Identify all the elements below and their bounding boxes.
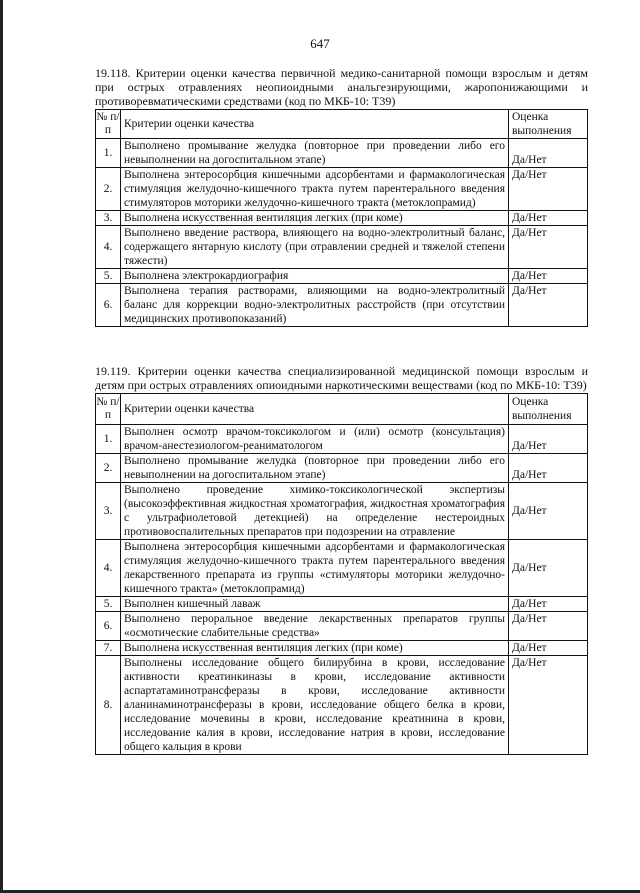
row-criterion: Выполнено введение раствора, влияющего на водно-электролитный баланс, содержащего янтарную кислоту (при отравлении средней и тяжелой степени тяжести) <box>121 226 509 269</box>
scan-border-left <box>0 0 3 893</box>
row-grade: Да/Нет <box>509 483 588 540</box>
table-row <box>96 540 588 597</box>
header-criteria: Критерии оценки качества <box>121 394 509 425</box>
row-criterion: Выполнена энтеросорбция кишечными адсорбентами и фармакологическая стимуляция желудочно-кишечного тракта путем парентерального введения лекарственного препарата из группы «стимуляторы моторики желудочно-кишечного тракта» (метоклопрамид) <box>121 540 509 597</box>
row-criterion: Выполнена искусственная вентиляция легких (при коме) <box>121 211 509 226</box>
table-row <box>96 597 588 612</box>
table-row <box>96 425 588 454</box>
header-grade: Оценка выполнения <box>509 394 588 425</box>
row-number: 7. <box>96 641 121 656</box>
row-grade: Да/Нет <box>509 139 588 168</box>
table-row <box>96 168 588 211</box>
row-criterion: Выполнена энтеросорбция кишечными адсорбентами и фармакологическая стимуляция желудочно-кишечного тракта путем парентерального введения стимуляторов моторики желудочно-кишечного тракта (метоклопрамид) <box>121 168 509 211</box>
page-number: 647 <box>310 36 330 51</box>
table-row <box>96 284 588 327</box>
header-number: № п/п <box>96 110 121 139</box>
row-criterion: Выполнено пероральное введение лекарственных препаратов группы «осмотические слабительные средства» <box>121 612 509 641</box>
row-criterion: Выполнено промывание желудка (повторное при проведении либо его невыполнении на догоспитальном этапе) <box>121 139 509 168</box>
row-grade: Да/Нет <box>509 540 588 597</box>
criteria-table <box>95 393 588 755</box>
row-number: 4. <box>96 226 121 269</box>
table-row <box>96 483 588 540</box>
row-criterion: Выполнена терапия растворами, влияющими на водно-электролитный баланс для коррекции водно-электролитных расстройств (при отсутствии медицинских противопоказаний) <box>121 284 509 327</box>
row-number: 2. <box>96 454 121 483</box>
row-number: 5. <box>96 269 121 284</box>
row-criterion: Выполнено проведение химико-токсикологической экспертизы (высокоэффективная жидкостная хроматография, жидкостная хроматография с ультрафиолетовой детекцией) на определение нестероидных противовоспалительных препаратов при подозрении на отравление <box>121 483 509 540</box>
table-row <box>96 211 588 226</box>
table-row <box>96 269 588 284</box>
row-grade: Да/Нет <box>509 454 588 483</box>
row-number: 2. <box>96 168 121 211</box>
row-criterion: Выполнен кишечный лаваж <box>121 597 509 612</box>
row-grade: Да/Нет <box>509 656 588 755</box>
row-number: 3. <box>96 211 121 226</box>
section-title: 19.119. Критерии оценки качества специализированной медицинской помощи взрослым и детям при острых отравлениях опиоидными наркотическими веществами (код по МКБ-10: T39) <box>95 364 588 392</box>
criteria-table <box>95 109 588 327</box>
row-criterion: Выполнена искусственная вентиляция легких (при коме) <box>121 641 509 656</box>
row-grade: Да/Нет <box>509 226 588 269</box>
section-title: 19.118. Критерии оценки качества первичной медико-санитарной помощи взрослым и детям при острых отравлениях неопиоидными анальгезирующими, жаропонижающими и противоревматическими средствами (код по МКБ-10: T39) <box>95 66 588 108</box>
row-number: 3. <box>96 483 121 540</box>
row-grade: Да/Нет <box>509 612 588 641</box>
row-number: 8. <box>96 656 121 755</box>
section-19-118 <box>95 66 588 327</box>
header-grade: Оценка выполнения <box>509 110 588 139</box>
row-criterion: Выполнены исследование общего билирубина в крови, исследование активности креатинкиназы в крови, исследование активности аспартатаминотрансферазы в крови, исследование активности аланинаминотрансферазы в крови, исследование общего белка в крови, исследование мочевины в крови, исследование креатинина в крови, исследование калия в крови, исследование натрия в крови, исследование общего кальция в крови <box>121 656 509 755</box>
row-grade: Да/Нет <box>509 168 588 211</box>
row-grade: Да/Нет <box>509 211 588 226</box>
row-number: 5. <box>96 597 121 612</box>
row-number: 1. <box>96 139 121 168</box>
table-header-row <box>96 110 588 139</box>
row-grade: Да/Нет <box>509 641 588 656</box>
table-header-row <box>96 394 588 425</box>
row-number: 4. <box>96 540 121 597</box>
header-number: № п/п <box>96 394 121 425</box>
row-number: 1. <box>96 425 121 454</box>
table-row <box>96 656 588 755</box>
table-row <box>96 454 588 483</box>
row-criterion: Выполнено промывание желудка (повторное при проведении либо его невыполнении на догоспитальном этапе) <box>121 454 509 483</box>
table-row <box>96 641 588 656</box>
row-number: 6. <box>96 284 121 327</box>
row-number: 6. <box>96 612 121 641</box>
header-criteria: Критерии оценки качества <box>121 110 509 139</box>
table-row <box>96 226 588 269</box>
row-criterion: Выполнен осмотр врачом-токсикологом и (или) осмотр (консультация) врачом-анестезиологом-реаниматологом <box>121 425 509 454</box>
row-grade: Да/Нет <box>509 425 588 454</box>
table-row <box>96 612 588 641</box>
row-criterion: Выполнена электрокардиография <box>121 269 509 284</box>
section-19-119 <box>95 364 588 755</box>
row-grade: Да/Нет <box>509 597 588 612</box>
row-grade: Да/Нет <box>509 269 588 284</box>
row-grade: Да/Нет <box>509 284 588 327</box>
table-row <box>96 139 588 168</box>
